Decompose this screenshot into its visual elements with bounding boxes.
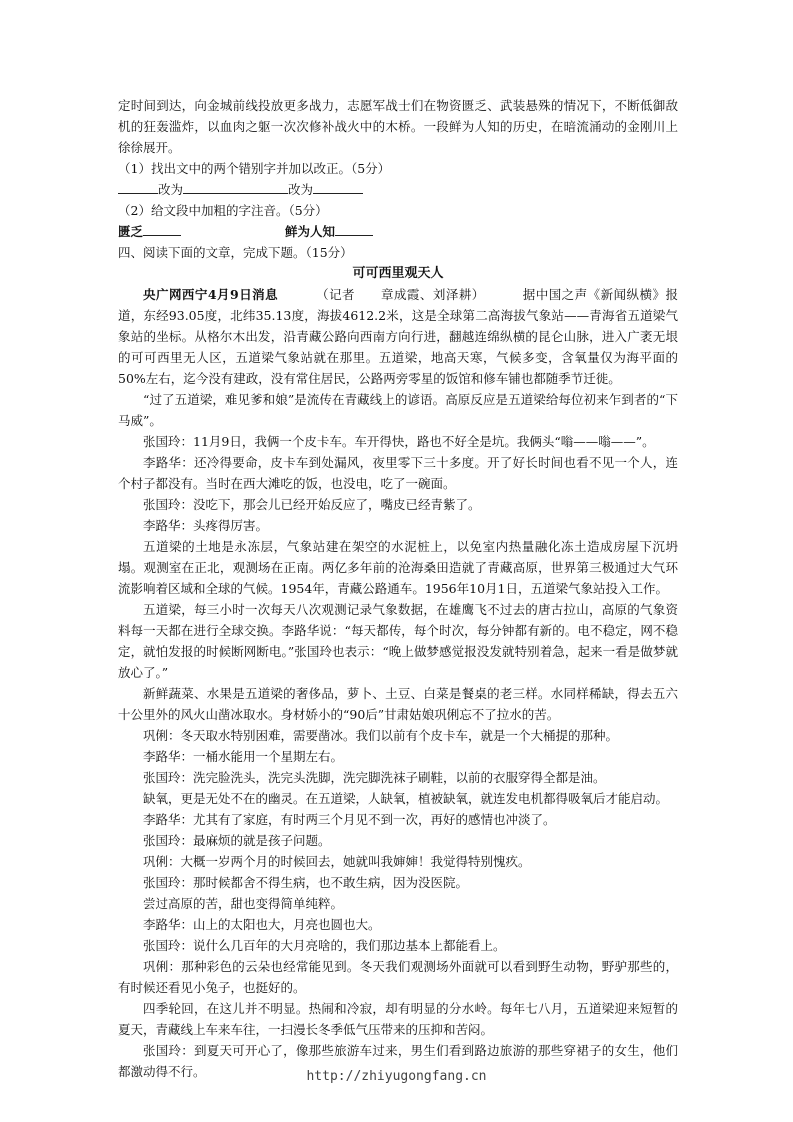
article-paragraph: 李路华：山上的太阳也大，月亮也圆也大。 [143, 917, 381, 932]
reporter-credit: （记者 章成霞、刘泽耕） [315, 287, 485, 302]
article-paragraph: 四季轮回，在这儿并不明显。热闹和冷寂，却有明显的分水岭。每年七八月，五道梁迎来短暂的夏天，青藏线上车来车往，一扫漫长冬季低气压带来的压抑和苦闷。 [118, 1001, 678, 1037]
answer-blank[interactable] [118, 181, 158, 195]
article-title: 可可西里观天人 [352, 266, 444, 281]
pinyin-word-1: 匮乏 [118, 224, 144, 239]
article-paragraph: 张国玲：说什么几百年的大月亮啥的，我们那边基本上都能看上。 [143, 938, 506, 953]
answer-blank[interactable] [143, 223, 181, 237]
article-paragraph: 李路华：一桶水能用一个星期左右。 [143, 749, 344, 764]
section-4-heading: 四、阅读下面的文章，完成下题。（15分） [118, 245, 353, 260]
intro-paragraph [118, 95, 678, 158]
article-paragraph: 尝过高原的苦，甜也变得简单纯粹。 [143, 896, 344, 911]
article-paragraph: 李路华：头疼得厉害。 [143, 518, 269, 533]
article-paragraph: 张国玲：到夏天可开心了，像那些旅游车过来，男生们看到路边旅游的那些穿裙子的女生，他们都激动得不行。 [118, 1043, 678, 1079]
article-paragraph: 五道梁，每三小时一次每天八次观测记录气象数据，在雄鹰飞不过去的唐古拉山，高原的气象资料每一天都在进行全球交换。李路华说：“每天都传，每个时次，每分钟都有新的。电不稳定，网不稳定，就怕发报的时候断网断电。”张国玲也表示：“晚上做梦感觉报没发就特别着急，起来一看是做梦就放心了。” [118, 602, 678, 680]
document-page [118, 95, 678, 1082]
answer-blank[interactable] [313, 181, 363, 195]
article-paragraph: 张国玲：没吃下，那会儿已经开始反应了，嘴皮已经青紫了。 [143, 497, 481, 512]
article-paragraph: 巩俐：冬天取水特别困难，需要凿冰。我们以前有个皮卡车，就是一个大桶提的那种。 [143, 728, 619, 743]
answer-blank[interactable] [183, 181, 288, 195]
change-to-label-2: 改为 [288, 182, 314, 197]
intro-text: 定时间到达，向金城前线投放更多战力，志愿军战士们在物资匮乏、武装悬殊的情况下，不断低御敌机的狂轰滥炸，以血肉之躯一次次修补战火中的木桥。一段鲜为人知的历史，在暗流涌动的金刚川上徐徐展开。 [118, 98, 678, 155]
article-paragraph: 五道梁的土地是永冻层，气象站建在架空的水泥桩上，以免室内热量融化冻土造成房屋下沉坍塌。观测室在正北，观测场在正南。两亿多年前的沧海桑田造就了青藏高原，世界第三极通过大气环流影响着区域和全球的气候。1954年，青藏公路通车。1956年10月1日，五道梁气象站投入工作。 [118, 539, 678, 596]
question-1-answer-line [118, 179, 678, 200]
question-2: （2）给文段中加粗的字注音。（5分） [118, 203, 328, 218]
change-to-label-1: 改为 [158, 182, 184, 197]
article-paragraph: “过了五道梁，难见爹和娘”是流传在青藏线上的谚语。高原反应是五道梁给每位初来乍到者的“下马威”。 [118, 392, 678, 428]
article-paragraph: 李路华：还冷得要命，皮卡车到处漏风，夜里零下三十多度。开了好长时间也看不见一个人，连个村子都没有。当时在西大滩吃的饭，也没电，吃了一碗面。 [118, 455, 678, 491]
article-paragraph: 张国玲：洗完脸洗头，洗完头洗脚，洗完脚洗袜子刷鞋，以前的衣服穿得全都是油。 [143, 770, 606, 785]
pinyin-word-2: 鲜为人知 [285, 224, 336, 239]
question-1: （1）找出文中的两个错别字并加以改正。（5分） [118, 161, 391, 176]
lead-text: 据中国之声《新闻纵横》报道，东经93.05度，北纬35.13度，海拔4612.2米，这是全球第二高海拔气象站——青海省五道梁气象站的坐标。从格尔木出发，沿青藏公路向西南方向行进，翻越连绵纵横的昆仑山脉，进入广袤无垠的可可西里无人区，五道梁气象站就在那里。五道梁，地高天寒，气候多变，含氧量仅为海平面的50%左右，迄今没有建政，没有常住居民，公路两旁零星的饭馆和修车铺也都随季节迁徙。 [118, 287, 678, 386]
article-paragraph: 新鲜蔬菜、水果是五道梁的奢侈品，萝卜、土豆、白菜是餐桌的老三样。水同样稀缺，得去五六十公里外的风火山凿冰取水。身材娇小的“90后”甘肃姑娘巩俐忘不了拉水的苦。 [118, 686, 678, 722]
article-paragraph: 张国玲：那时候都舍不得生病，也不敢生病，因为没医院。 [143, 875, 469, 890]
news-source: 央广网西宁4月9日消息 [143, 287, 279, 302]
article-paragraph: 张国玲：11月9日，我俩一个皮卡车。车开得快，路也不好全是坑。我俩头“嗡——嗡——”。 [143, 434, 655, 449]
article-paragraph: 李路华：尤其有了家庭，有时两三个月见不到一次，再好的感情也冲淡了。 [143, 812, 556, 827]
article-paragraph: 巩俐：大概一岁两个月的时候回去，她就叫我婶婶！我觉得特别愧疚。 [143, 854, 531, 869]
article-paragraph: 缺氧，更是无处不在的幽灵。在五道梁，人缺氧，植被缺氧，就连发电机都得吸氧后才能启动。 [143, 791, 669, 806]
footer-url: http://zhiyugongfang.cn [306, 1069, 487, 1084]
question-2-answer-line [118, 221, 678, 242]
article-paragraph: 巩俐：那种彩色的云朵也经常能见到。冬天我们观测场外面就可以看到野生动物，野驴那些的，有时候还看见小兔子，也挺好的。 [118, 959, 678, 995]
answer-blank[interactable] [335, 223, 373, 237]
article-paragraph: 张国玲：最麻烦的就是孩子问题。 [143, 833, 331, 848]
article-body [118, 389, 678, 1082]
article-lead [118, 284, 678, 389]
